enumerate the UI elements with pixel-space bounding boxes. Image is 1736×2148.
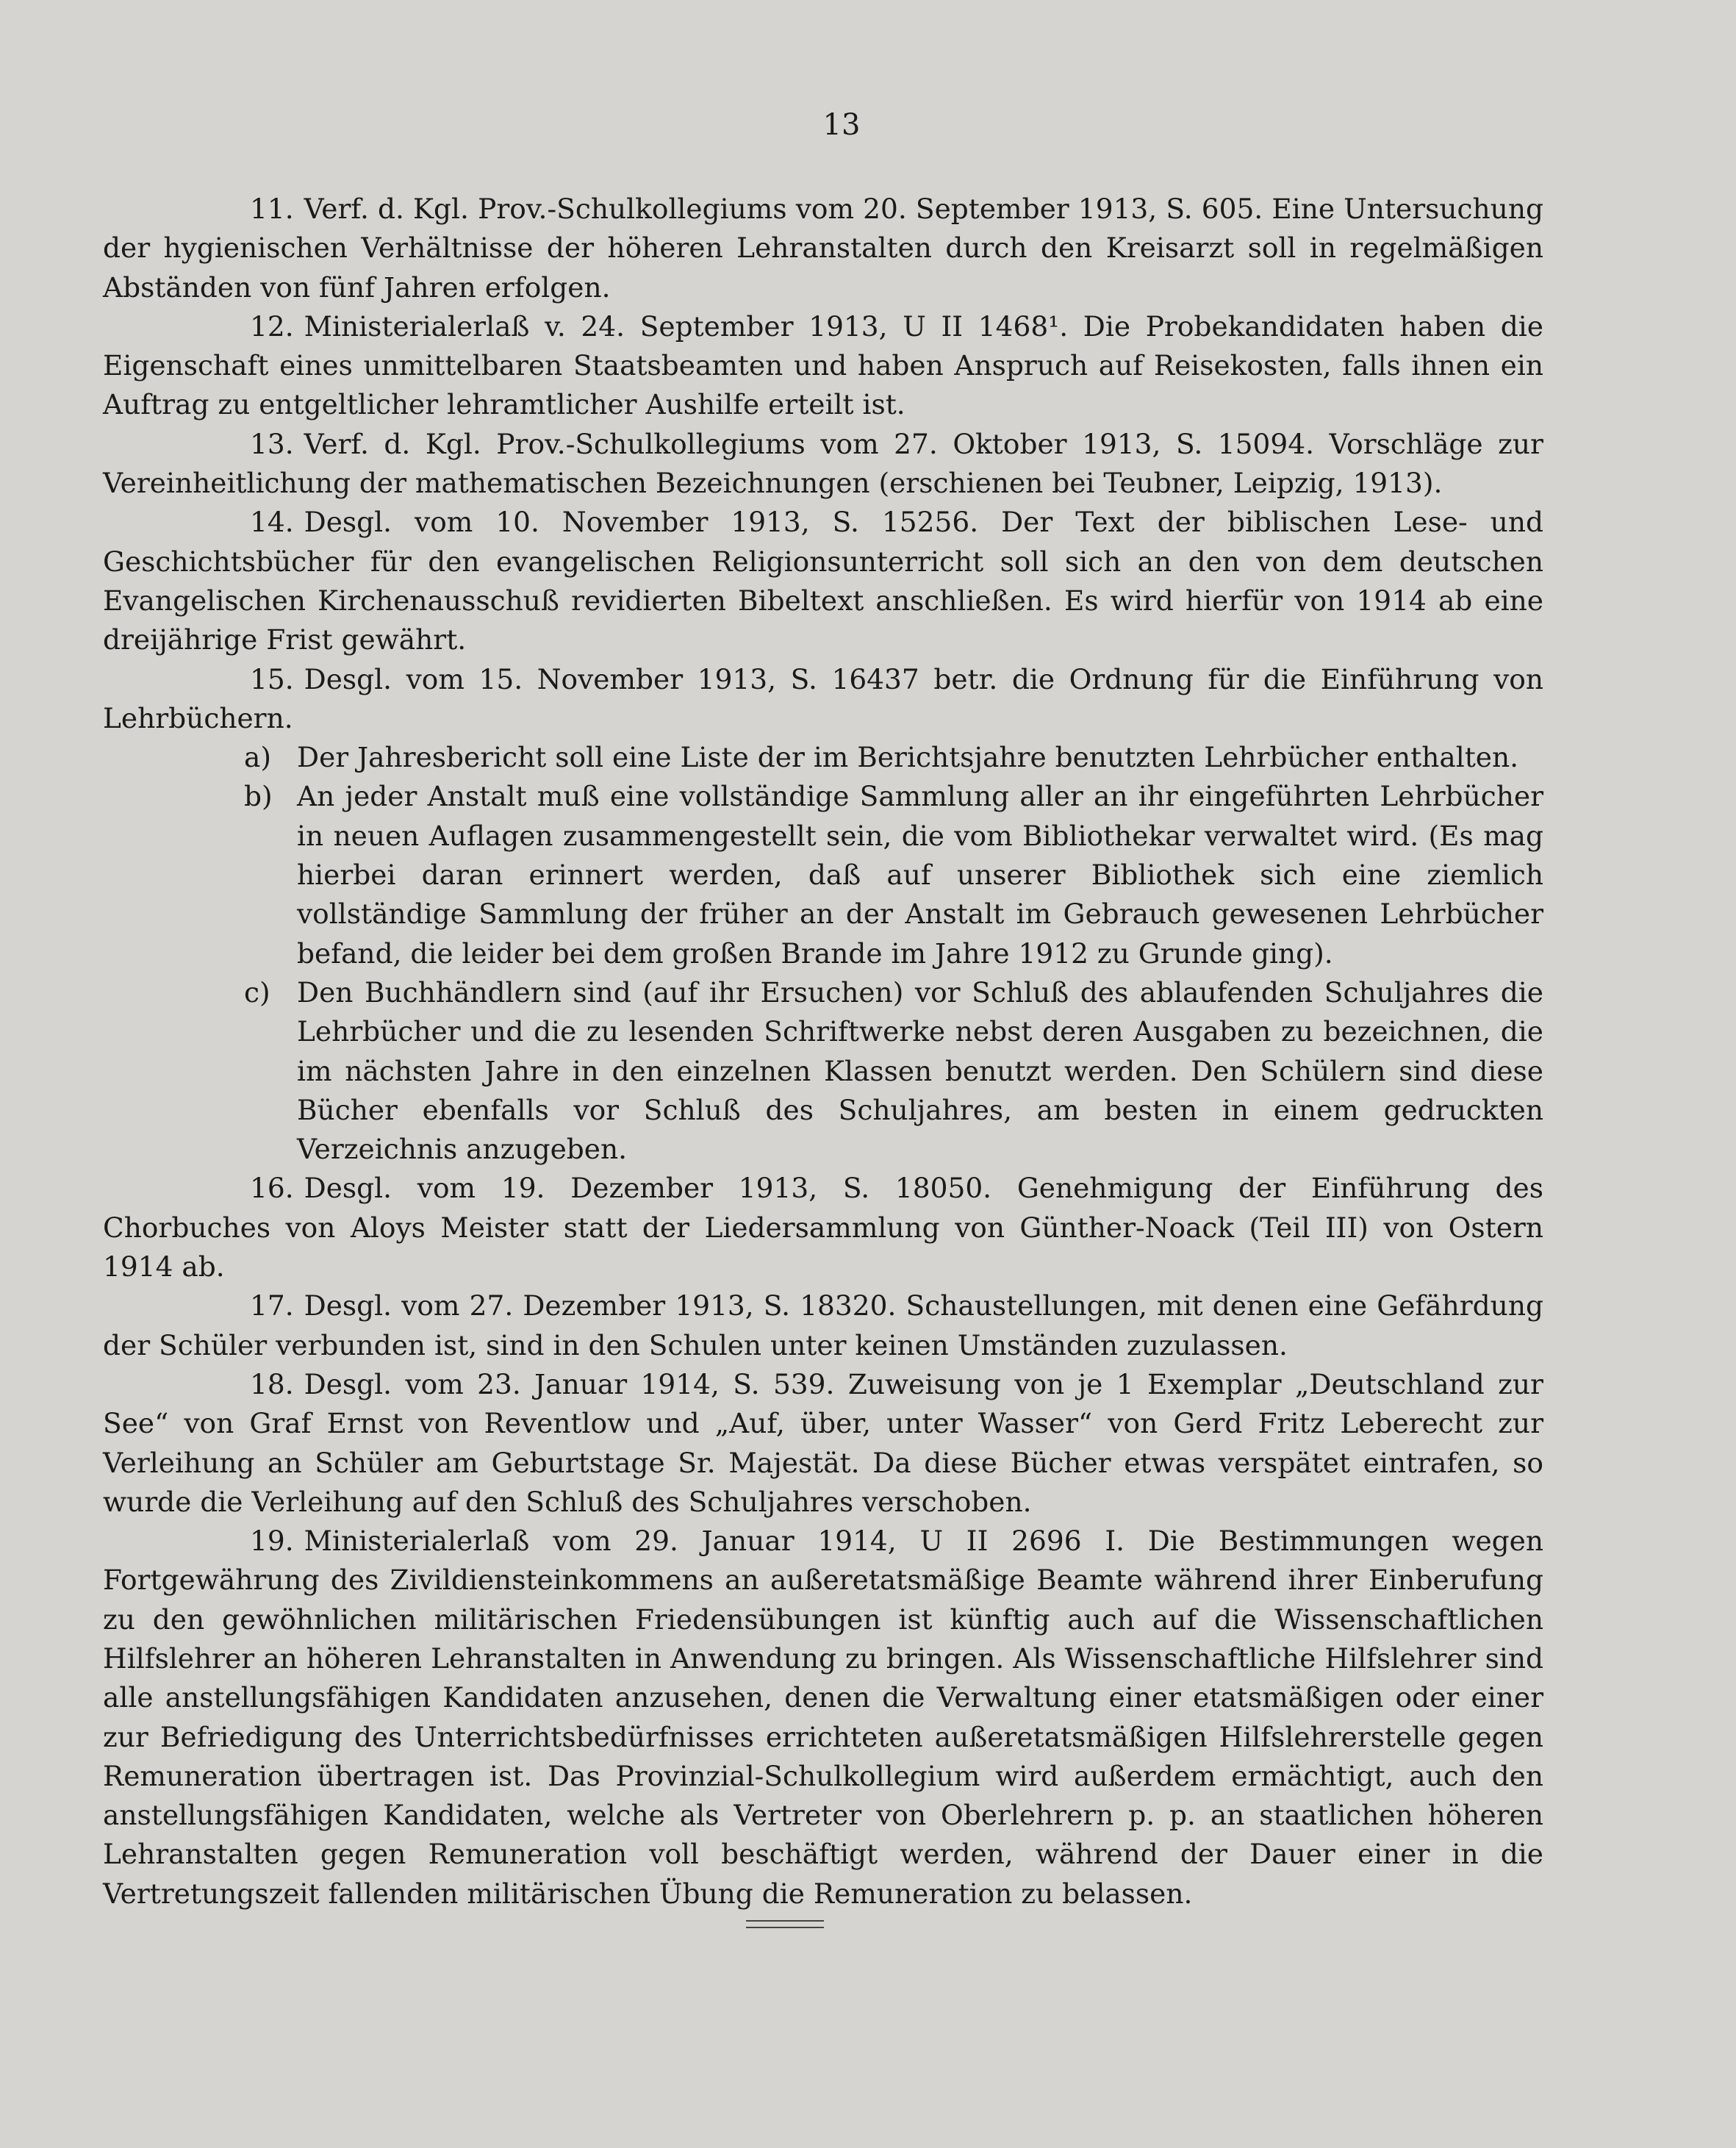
entry-16	[103, 1169, 1543, 1286]
subitem-text: Den Buchhändlern sind (auf ihr Ersuchen) vor Schluß des ablaufenden Schuljahres die Lehrbücher und die zu lesenden Schriftwerke nebst deren Ausgaben zu bezeichnen, die im nächsten Jahre in den einzelnen Klassen benutzt werden. Den Schülern sind diese Bücher ebenfalls vor Schluß des Schuljahres, am besten in einem gedruckten Verzeichnis anzugeben.	[297, 975, 1543, 1166]
entry-number: 16.	[250, 1172, 294, 1205]
entry-18	[103, 1365, 1543, 1522]
entry-number: 11.	[250, 193, 294, 225]
subitem-letter: b)	[244, 780, 273, 813]
entry-17	[103, 1286, 1543, 1365]
subitem-text: Der Jahresbericht soll eine Liste der im Berichtsjahre benutzten Lehrbücher enthalten.	[297, 741, 1519, 774]
entry-text: Verf. d. Kgl. Prov.-Schulkollegiums vom 27. Oktober 1913, S. 15094. Vorschläge zur Vereinheitlichung der mathematischen Bezeichnungen (erschienen bei Teubner, Leipzig, 1913).	[103, 427, 1543, 500]
entry-text: Ministerialerlaß vom 29. Januar 1914, U II 2696 I. Die Bestimmungen wegen Fortgewährung des Zivildiensteinkommens an außeretatsmäßige Beamte während ihrer Einberufung zu den gewöhnlichen militärischen Friedensübungen ist künftig auch auf die Wissenschaftlichen Hilfslehrer an höheren Lehranstalten in Anwendung zu bringen. Als Wissenschaftliche Hilfslehrer sind alle anstellungsfähigen Kandidaten anzusehen, denen die Verwaltung einer etatsmäßigen oder einer zur Befriedigung des Unterrichtsbedürfnisses errichteten außeretatsmäßigen Hilfslehrerstelle gegen Remuneration übertragen ist. Das Provinzial-Schulkollegium wird außerdem ermächtigt, auch den anstellungsfähigen Kandidaten, welche als Vertreter von Oberlehrern p. p. an staatlichen höheren Lehranstalten gegen Remuneration voll beschäftigt werden, während der Dauer einer in die Vertretungszeit fallenden militärischen Übung die Remuneration zu belassen.	[103, 1525, 1543, 1910]
entry-number: 15.	[250, 662, 294, 695]
entry-number: 13.	[250, 427, 294, 460]
entry-15-subitems	[103, 738, 1543, 1169]
entry-text: Desgl. vom 15. November 1913, S. 16437 betr. die Ordnung für die Einführung von Lehrbüchern.	[103, 662, 1543, 734]
entry-15	[103, 660, 1543, 739]
entry-text: Desgl. vom 19. Dezember 1913, S. 18050. Genehmigung der Einführung des Chorbuches von Aloys Meister statt der Liedersammlung von Günther-Noack (Teil III) von Ostern 1914 ab.	[103, 1172, 1543, 1284]
entry-11	[103, 190, 1543, 307]
entry-text: Ministerialerlaß v. 24. September 1913, U II 1468¹. Die Probekandidaten haben die Eigenschaft eines unmittelbaren Staatsbeamten und haben Anspruch auf Reisekosten, falls ihnen ein Auftrag zu entgeltlicher lehramtlicher Aushilfe erteilt ist.	[103, 309, 1543, 421]
entry-number: 19.	[250, 1525, 294, 1558]
entry-text: Desgl. vom 10. November 1913, S. 15256. Der Text der biblischen Lese- und Geschichtsbücher für den evangelischen Religionsunterricht soll sich an den von dem deutschen Evangelischen Kirchenausschuß revidierten Bibeltext anschließen. Es wird hierfür von 1914 ab eine dreijährige Frist gewährt.	[103, 506, 1543, 656]
end-rule	[746, 1920, 824, 1928]
entry-19	[103, 1522, 1543, 1913]
entry-number: 17.	[250, 1289, 294, 1322]
entry-text: Desgl. vom 27. Dezember 1913, S. 18320. Schaustellungen, mit denen eine Gefährdung der Schüler verbunden ist, sind in den Schulen unter keinen Umständen zuzulassen.	[103, 1289, 1543, 1361]
entry-12	[103, 307, 1543, 425]
page-number: 13	[822, 108, 861, 142]
entry-number: 14.	[250, 506, 294, 539]
subitem-a	[103, 738, 1543, 777]
entry-text: Desgl. vom 23. Januar 1914, S. 539. Zuweisung von je 1 Exemplar „Deutschland zur See“ von Graf Ernst von Reventlow und „Auf, über, unter Wasser“ von Gerd Fritz Leberecht zur Verleihung an Schüler am Geburtstage Sr. Majestät. Da diese Bücher etwas verspätet eintrafen, so wurde die Verleihung auf den Schluß des Schuljahres verschoben.	[103, 1367, 1543, 1518]
subitem-text: An jeder Anstalt muß eine vollständige Sammlung aller an ihr eingeführten Lehrbücher in neuen Auflagen zusammengestellt sein, die vom Bibliothekar verwaltet wird. (Es mag hierbei daran erinnert werden, daß auf unserer Bibliothek sich eine ziemlich vollständige Sammlung der früher an der Anstalt im Gebrauch gewesenen Lehrbücher befand, die leider bei dem großen Brande im Jahre 1912 zu Grunde ging).	[297, 780, 1543, 970]
entry-number: 18.	[250, 1367, 294, 1400]
subitem-c	[103, 973, 1543, 1169]
subitem-letter: c)	[244, 975, 270, 1009]
entry-number: 12.	[250, 309, 294, 343]
entry-13	[103, 425, 1543, 504]
subitem-letter: a)	[244, 741, 271, 774]
entry-text: Verf. d. Kgl. Prov.-Schulkollegiums vom 20. September 1913, S. 605. Eine Untersuchung der hygienischen Verhältnisse der höheren Lehranstalten durch den Kreisarzt soll in regelmäßigen Abständen von fünf Jahren erfolgen.	[103, 193, 1543, 304]
entry-14	[103, 503, 1543, 659]
subitem-b	[103, 777, 1543, 973]
document-body	[103, 190, 1543, 1913]
